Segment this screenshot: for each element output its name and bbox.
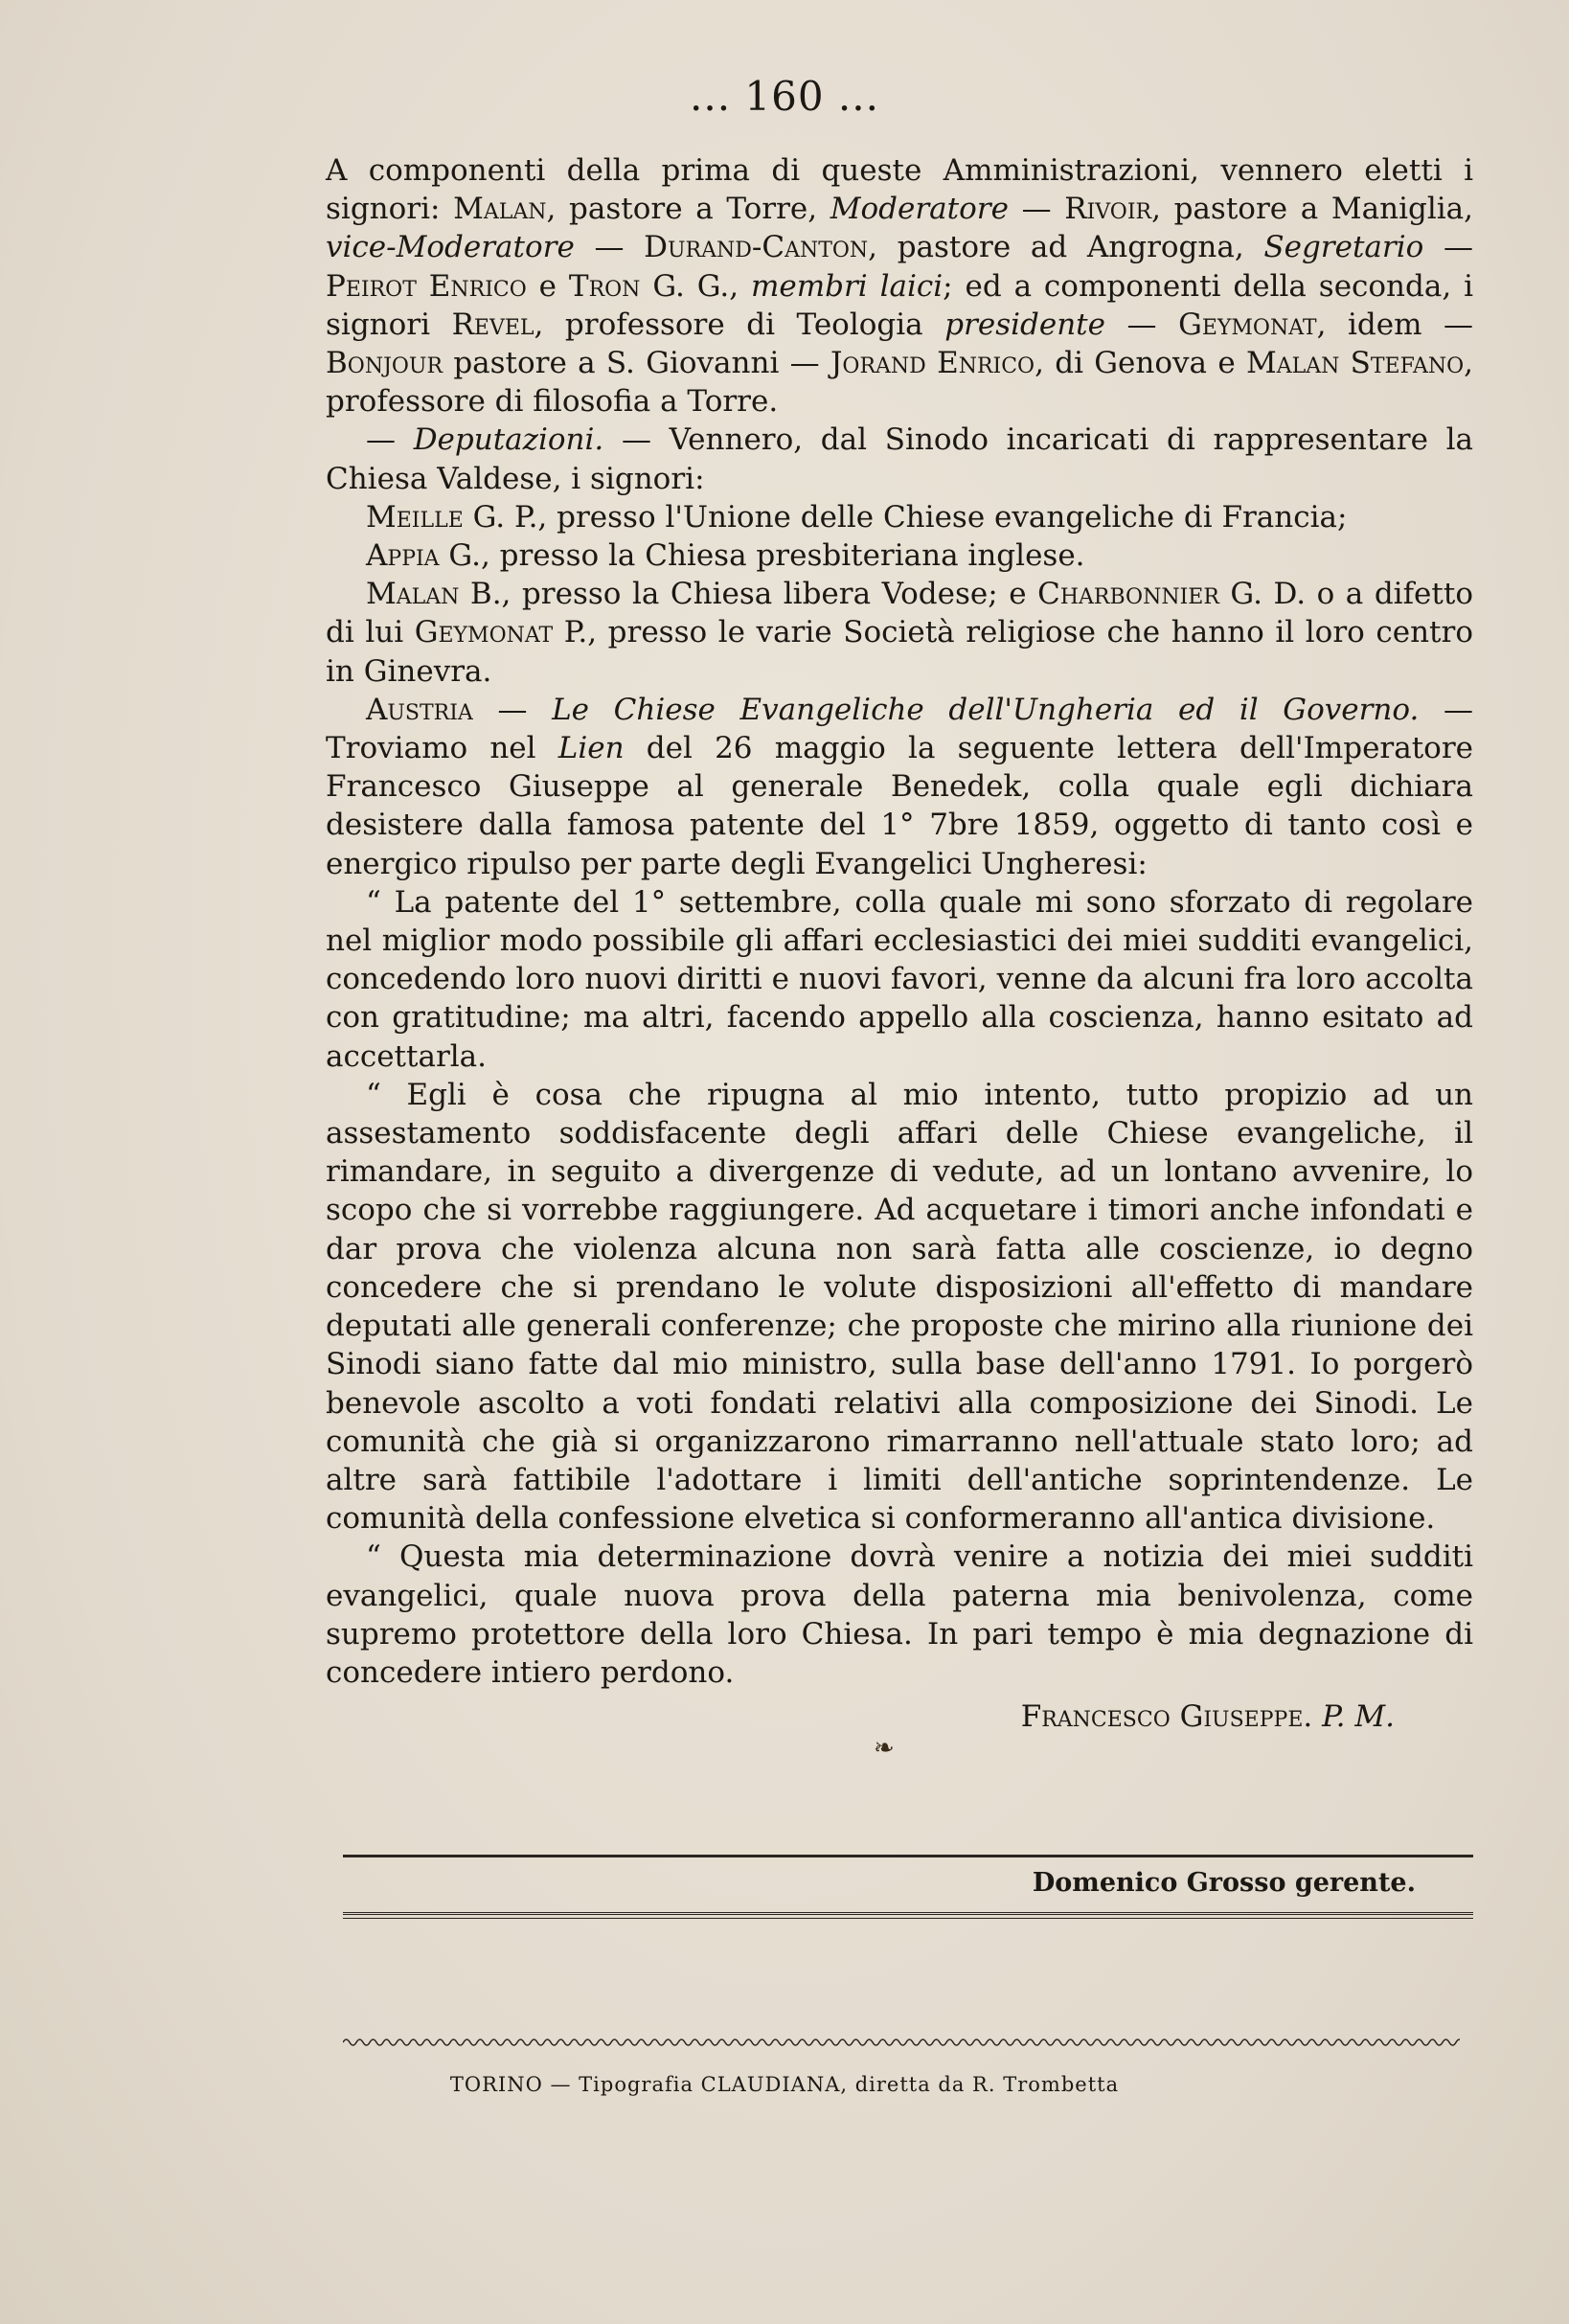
text-segment: , presso la Chiesa libera Vodese; e	[501, 577, 1038, 612]
gerente-line: Domenico Grosso gerente.	[1032, 1868, 1416, 1898]
text-segment: , professore di Teologia	[534, 307, 945, 342]
text-segment: Bonjour	[326, 346, 443, 381]
text-segment: —	[1104, 307, 1179, 342]
text-segment: Malan B.	[366, 577, 502, 612]
text-segment: , pastore ad Angrogna,	[868, 230, 1264, 265]
signature-name: Francesco Giuseppe.	[1020, 1699, 1313, 1735]
text-segment: , professore di filosofia a Torre.	[326, 346, 1473, 420]
text-segment: , pastore a Torre,	[546, 192, 830, 227]
text-segment: Malan Stefano	[1245, 346, 1465, 381]
text-segment: , presso la Chiesa presbiteriana inglese.	[480, 538, 1085, 574]
text-segment: —	[472, 692, 553, 727]
text-segment: o a difetto di lui	[326, 577, 1473, 650]
paragraph-deputy-appia	[326, 536, 1473, 575]
text-segment: vice-Moderatore	[326, 230, 575, 265]
text-segment: Le Chiese Evangeliche dell'Ungheria ed il Governo.	[552, 692, 1420, 727]
text-segment: —	[1423, 230, 1473, 265]
text-segment: Austria	[366, 692, 473, 727]
signature-title: P. M.	[1322, 1699, 1395, 1735]
text-segment: — Vennero, dal Sinodo incaricati di rappresentare la Chiesa Valdese, i signori:	[326, 422, 1474, 496]
text-segment: del 26 maggio la seguente lettera dell'Imperatore Francesco Giuseppe al generale Benedek, colla quale egli dichiara desistere dalla famosa patente del 1° 7bre 1859, oggetto di tanto così e energico ripulso per parte degli Evangelici Ungheresi:	[326, 731, 1473, 881]
text-segment: presidente	[944, 307, 1105, 342]
ornament-icon: ❧	[874, 1734, 895, 1763]
paragraph-letter-1	[326, 883, 1473, 1076]
signature	[326, 1697, 1473, 1736]
text-segment: Charbonnier G. D.	[1037, 577, 1307, 612]
paragraph-deputy-malan	[326, 575, 1473, 691]
printer-imprint: TORINO — Tipografia CLAUDIANA, diretta da R. Trombetta	[449, 2073, 1120, 2096]
text-segment: “ Questa mia determinazione dovrà venire a notizia dei miei sudditi evangelici, quale nuova prova della paterna mia benivolenza, come supremo protettore della loro Chiesa. In pari tempo è mia degnazione di concedere intiero perdono.	[326, 1539, 1473, 1690]
text-segment: ; ed a componenti della seconda, i signori	[326, 268, 1474, 342]
text-segment: Peirot Enrico	[326, 268, 527, 304]
text-segment: Moderatore	[830, 192, 1009, 227]
text-segment: Revel	[451, 307, 534, 342]
top-rule	[343, 1855, 1473, 1857]
text-segment: —	[366, 422, 414, 458]
text-segment: A componenti della prima di queste Amministrazioni, vennero eletti i signori:	[326, 153, 1473, 227]
paragraph-deputations	[326, 421, 1473, 497]
paragraph-administrations	[326, 151, 1473, 421]
text-segment: membri laici	[750, 268, 944, 304]
text-segment: Tron G. G.	[568, 268, 730, 304]
text-segment: Jorand Enrico	[830, 346, 1035, 381]
text-segment: Rivoir	[1064, 192, 1152, 227]
bottom-rule	[343, 1912, 1473, 1919]
paragraph-letter-3	[326, 1538, 1473, 1692]
text-segment: Geymonat P.	[414, 615, 588, 650]
text-segment: , di Genova e	[1035, 346, 1246, 381]
text-segment: Segretario	[1263, 230, 1424, 265]
article-body	[326, 151, 1473, 1736]
text-segment: Durand-Canton	[644, 230, 869, 265]
text-segment: pastore a S. Giovanni —	[443, 346, 830, 381]
text-segment: Lien	[557, 731, 625, 766]
paragraph-deputy-meille	[326, 498, 1473, 536]
text-segment: Geymonat	[1178, 307, 1317, 342]
text-segment: , presso le varie Società religiose che hanno il loro centro in Ginevra.	[326, 615, 1473, 689]
text-segment: Deputazioni.	[413, 422, 604, 458]
text-segment: — Troviamo nel	[326, 692, 1473, 766]
text-segment: Meille G. P.	[366, 499, 538, 535]
text-segment: Appia G.	[366, 538, 481, 574]
text-segment: “ La patente del 1° settembre, colla quale mi sono sforzato di regolare nel miglior modo possibile gli affari ecclesiastici dei miei sudditi evangelici, concedendo loro nuovi diritti e nuovi favori, venne da alcuni fra loro accolta con gratitudine; ma altri, facendo appello alla coscienza, hanno esitato ad accettarla.	[326, 884, 1473, 1074]
text-segment: e	[526, 268, 569, 304]
text-segment: “ Egli è cosa che ripugna al mio intento, tutto propizio ad un assestamento soddisfacente degli affari delle Chiese evangeliche, il rimandare, in seguito a divergenze di vedute, ad un lontano avvenire, lo scopo che si vorrebbe raggiungere. Ad acquetare i timori anche infondati e dar prova che violenza alcuna non sarà fatta alle coscienze, io degno concedere che si prendano le volute disposizioni all'effetto di mandare deputati alle generali conferenze; che proposte che mirino alla riunione dei Sinodi siano fatte dal mio ministro, sulla base dell'anno 1791. Io porgerò benevole ascolto a voti fondati relativi alla composizione dei Sinodi. Le comunità che già si organizzarono rimarranno nell'attuale stato loro; ad altre sarà fattibile l'adottare i limiti dell'antiche soprintendenze. Le comunità della confessione elvetica si conformeranno all'antica divisione.	[326, 1077, 1473, 1537]
wavy-divider	[343, 2035, 1460, 2050]
text-segment: , pastore a Maniglia,	[1151, 192, 1473, 227]
text-segment: —	[574, 230, 645, 265]
page-number: ... 160 ...	[690, 73, 879, 120]
text-segment: , presso l'Unione delle Chiese evangeliche di Francia;	[537, 499, 1348, 535]
paragraph-austria	[326, 691, 1473, 883]
text-segment: ,	[729, 268, 751, 304]
text-segment: —	[1008, 192, 1065, 227]
paragraph-letter-2	[326, 1076, 1473, 1538]
text-segment: Malan	[453, 192, 547, 227]
text-segment: , idem —	[1316, 307, 1474, 342]
